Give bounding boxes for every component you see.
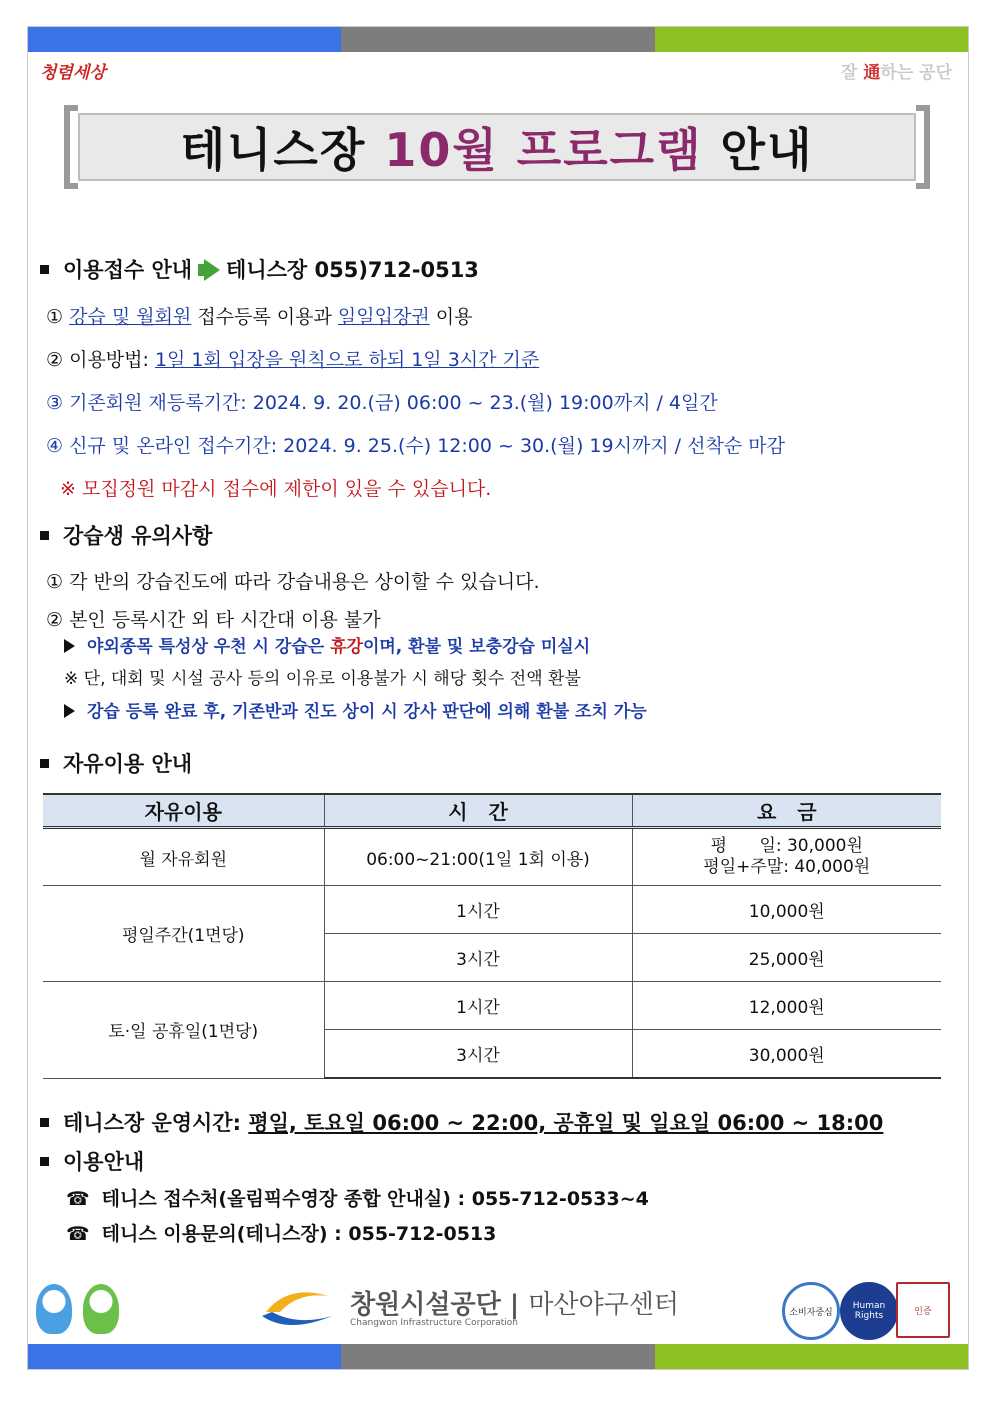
- fee-line: 평일+주말: 40,000원: [703, 857, 871, 877]
- column-header: 자유이용: [43, 794, 324, 828]
- table-cell: 25,000원: [632, 934, 941, 982]
- triangle-bullet-icon: [64, 639, 75, 653]
- table-cell: 30,000원: [632, 1030, 941, 1079]
- section-info-heading: 이용안내: [40, 1146, 144, 1176]
- student-subnote-3: 강습 등록 완료 후, 기존반과 진도 상이 시 강사 판단에 의해 환불 조치 가능: [64, 697, 647, 722]
- table-cell: 월 자유회원: [43, 828, 324, 886]
- arrow-right-icon: [192, 259, 226, 283]
- table-row: [43, 828, 941, 886]
- certification-badge: 인증: [896, 1282, 950, 1338]
- table-row: [43, 982, 941, 1030]
- registration-item-3: ③ 기존회원 재등록기간: 2024. 9. 20.(금) 06:00 ~ 23.(월) 19:00까지 / 4일간: [46, 392, 718, 414]
- table-cell: 12,000원: [632, 982, 941, 1030]
- operating-hours: 테니스장 운영시간: 평일, 토요일 06:00 ~ 22:00, 공휴일 및 일요일 06:00 ~ 18:00: [40, 1107, 883, 1137]
- footer: [28, 1276, 968, 1342]
- telephone-icon: ☎: [66, 1188, 90, 1210]
- registration-item-1: ① 강습 및 월회원 접수등록 이용과 일일입장권 이용: [46, 306, 473, 328]
- student-subnote-2: ※ 단, 대회 및 시설 공사 등의 이유로 이용불가 시 해당 횟수 전액 환불: [64, 669, 581, 689]
- bottom-color-bar: [28, 1344, 968, 1369]
- contact-reception: ☎ 테니스 접수처(올림픽수영장 종합 안내실) : 055-712-0533~4: [66, 1188, 649, 1210]
- human-rights-badge: Human Rights: [840, 1282, 898, 1340]
- contact-inquiry: ☎ 테니스 이용문의(테니스장) : 055-712-0513: [66, 1223, 497, 1245]
- table-row: [43, 886, 941, 934]
- table-cell: 1시간: [324, 982, 632, 1030]
- column-header: 요 금: [632, 794, 941, 828]
- table-cell: 1시간: [324, 886, 632, 934]
- integrity-logo: 청렴세상: [40, 63, 106, 83]
- mascot-icon: [83, 1284, 119, 1334]
- section-registration-heading: 이용접수 안내 테니스장 055)712-0513: [40, 254, 479, 284]
- student-subnote-1: 야외종목 특성상 우천 시 강습은 휴강이며, 환불 및 보충강습 미실시: [64, 632, 590, 657]
- telephone-icon: ☎: [66, 1223, 90, 1245]
- table-cell: 평일주간(1면당): [43, 886, 324, 982]
- table-cell: 3시간: [324, 1030, 632, 1079]
- corporation-logo-icon: [258, 1282, 338, 1334]
- student-note-2: ② 본인 등록시간 외 타 시간대 이용 불가: [46, 609, 381, 631]
- registration-item-2: ② 이용방법: 1일 1회 입장을 원칙으로 하되 1일 3시간 기준: [46, 349, 540, 371]
- registration-item-4: ④ 신규 및 온라인 접수기간: 2024. 9. 25.(수) 12:00 ~ 30.(월) 19시까지 / 선착순 마감: [46, 435, 785, 457]
- page-title: 테니스장 10월 프로그램 안내: [180, 123, 814, 177]
- table-cell: [632, 828, 941, 886]
- title-banner: [64, 105, 930, 189]
- top-color-bar: [28, 27, 968, 52]
- student-note-1: ① 각 반의 강습진도에 따라 강습내용은 상이할 수 있습니다.: [46, 571, 540, 593]
- table-cell: 10,000원: [632, 886, 941, 934]
- table-cell: 3시간: [324, 934, 632, 982]
- table-cell: 06:00~21:00(1일 1회 이용): [324, 828, 632, 886]
- corporation-name: 창원시설공단 | 마산야구센터: [350, 1290, 680, 1320]
- table-header-row: [43, 794, 941, 828]
- section-free-use-heading: 자유이용 안내: [40, 748, 192, 778]
- triangle-bullet-icon: [64, 704, 75, 718]
- fee-table: [43, 793, 941, 1079]
- section-student-notes-heading: 강습생 유의사항: [40, 520, 212, 550]
- column-header: 시 간: [324, 794, 632, 828]
- table-cell: 토·일 공휴일(1면당): [43, 982, 324, 1079]
- slogan-logo: 잘 通하는 공단: [841, 63, 952, 83]
- consumer-centered-badge: 소비자중심: [782, 1282, 840, 1340]
- mascot-icon: [36, 1284, 72, 1334]
- registration-note: ※ 모집정원 마감시 접수에 제한이 있을 수 있습니다.: [60, 478, 492, 500]
- corporation-english-name: Changwon Infrastructure Corporation: [350, 1318, 518, 1328]
- fee-line: 평 일: 30,000원: [710, 836, 863, 856]
